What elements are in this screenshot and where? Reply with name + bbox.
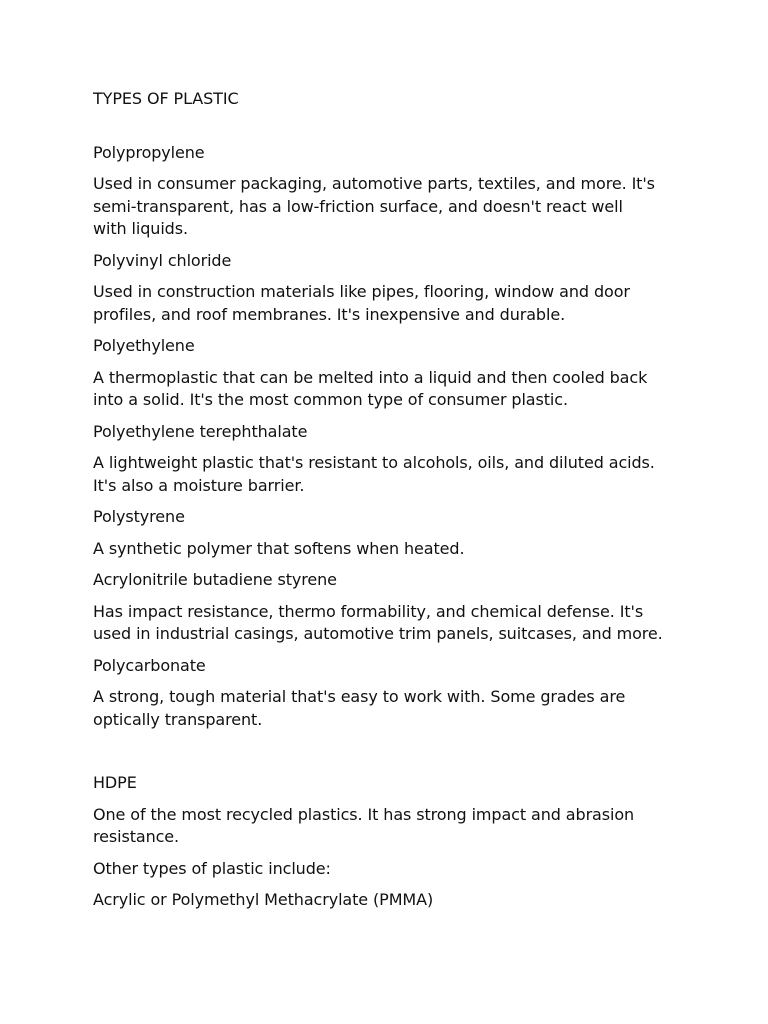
description-line: profiles, and roof membranes. It's inexpensive and durable. bbox=[93, 304, 566, 324]
other-type-item: Acrylic or Polymethyl Methacrylate (PMMA) bbox=[93, 890, 434, 909]
description-line: Used in consumer packaging, automotive parts, textiles, and more. It's bbox=[93, 174, 655, 193]
description-line: Used in construction materials like pipes, flooring, window and door bbox=[93, 282, 630, 301]
description-line: semi-transparent, has a low-friction surface, and doesn't react well bbox=[93, 196, 623, 216]
section-description bbox=[93, 452, 693, 497]
section-polyethylene bbox=[93, 335, 693, 412]
section-polypropylene bbox=[93, 142, 693, 241]
section-heading: HDPE bbox=[93, 773, 137, 792]
section-heading: Polyethylene bbox=[93, 336, 195, 355]
section-heading: Polyvinyl chloride bbox=[93, 250, 232, 270]
description-line: One of the most recycled plastics. It has strong impact and abrasion bbox=[93, 804, 635, 824]
section-heading: Polystyrene bbox=[93, 507, 185, 526]
description-line: resistance. bbox=[93, 827, 180, 846]
blank-line-spacer bbox=[93, 740, 693, 772]
description-line: into a solid. It's the most common type of consumer plastic. bbox=[93, 390, 568, 409]
section-abs bbox=[93, 569, 693, 646]
section-description bbox=[93, 686, 693, 731]
section-polystyrene bbox=[93, 506, 693, 560]
section-description bbox=[93, 804, 693, 849]
section-heading: Polyethylene terephthalate bbox=[93, 421, 308, 441]
description-line: Has impact resistance, thermo formability, and chemical defense. It's bbox=[93, 601, 644, 621]
description-line: A strong, tough material that's easy to work with. Some grades are bbox=[93, 687, 626, 706]
section-heading: Polypropylene bbox=[93, 142, 205, 162]
description-line: with liquids. bbox=[93, 219, 188, 238]
description-line: It's also a moisture barrier. bbox=[93, 475, 305, 495]
section-polycarbonate bbox=[93, 655, 693, 732]
description-line: used in industrial casings, automotive trim panels, suitcases, and more. bbox=[93, 624, 663, 643]
section-polyethylene-terephthalate bbox=[93, 421, 693, 498]
document-title: TYPES OF PLASTIC bbox=[93, 89, 239, 108]
section-heading: Acrylonitrile butadiene styrene bbox=[93, 570, 337, 589]
section-description bbox=[93, 538, 693, 561]
description-line: A thermoplastic that can be melted into a liquid and then cooled back bbox=[93, 367, 648, 387]
description-line: A lightweight plastic that's resistant to alcohols, oils, and diluted acids. bbox=[93, 453, 655, 472]
section-hdpe bbox=[93, 772, 693, 849]
description-line: A synthetic polymer that softens when heated. bbox=[93, 538, 465, 558]
other-types-intro: Other types of plastic include: bbox=[93, 858, 331, 878]
section-description bbox=[93, 601, 693, 646]
section-heading: Polycarbonate bbox=[93, 655, 206, 675]
section-description bbox=[93, 367, 693, 412]
description-line: optically transparent. bbox=[93, 709, 263, 729]
section-description bbox=[93, 173, 693, 241]
document-content bbox=[93, 88, 693, 921]
section-description bbox=[93, 281, 693, 326]
section-polyvinyl-chloride bbox=[93, 250, 693, 327]
